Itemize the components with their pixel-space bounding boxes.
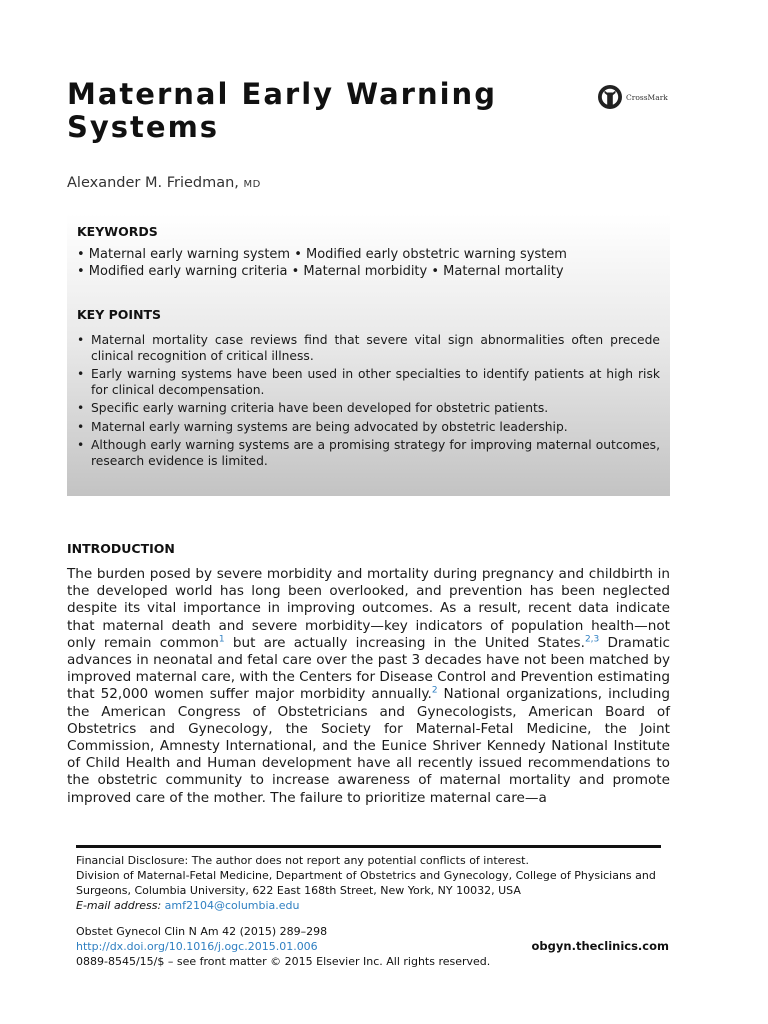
journal-citation: Obstet Gynecol Clin N Am 42 (2015) 289–298 bbox=[76, 925, 328, 938]
keywords-keypoints-box bbox=[67, 214, 670, 496]
key-point-item: • Maternal early warning systems are being advocated by obstetric leadership. bbox=[77, 420, 660, 436]
introduction-paragraph bbox=[67, 566, 670, 807]
author-degree: MD bbox=[243, 179, 261, 190]
keywords-line: • Modified early warning criteria • Maternal morbidity • Maternal mortality bbox=[77, 264, 564, 279]
intro-text-segment: The burden posed by severe morbidity and mortality during pregnancy and childbirth in the developed world has long been overlooked, and prevention has been neglected despite its vital importance in improving outcomes. As a result, recent data indicate that maternal death and severe morbidity—key indicators of population health—not only remain common bbox=[67, 566, 670, 651]
footnote-block bbox=[76, 853, 676, 913]
key-points-heading: KEY POINTS bbox=[77, 307, 162, 322]
keywords-heading: KEYWORDS bbox=[77, 224, 158, 239]
key-point-item: • Early warning systems have been used in other specialties to identify patients at high risk for clinical decompensation. bbox=[77, 367, 660, 398]
reference-link[interactable]: 2 bbox=[431, 685, 438, 696]
reference-link[interactable]: 1 bbox=[218, 634, 225, 645]
financial-disclosure: Financial Disclosure: The author does not report any potential conflicts of interest. bbox=[76, 854, 529, 867]
keywords-line: • Maternal early warning system • Modified early obstetric warning system bbox=[77, 247, 567, 262]
copyright-line: 0889-8545/15/$ – see front matter © 2015 Elsevier Inc. All rights reserved. bbox=[76, 955, 491, 968]
author-line bbox=[67, 175, 261, 191]
intro-text-segment: National organizations, including the American Congress of Obstetricians and Gynecologists, American Board of Obstetrics and Gynecology, the Society for Maternal-Fetal Medicine, the Joint Commission, Amnesty International, and the Eunice Shriver Kennedy National Institute of Child Health and Human development have all recently issued recommendations to the obstetric community to increase awareness of maternal mortality and promote improved care of the mother. The failure to prioritize maternal care—a bbox=[67, 686, 670, 806]
author-affiliation: Division of Maternal-Fetal Medicine, Department of Obstetrics and Gynecology, College of Physicians and Surgeons, Columbia University, 622 East 168th Street, New York, NY 10032, USA bbox=[76, 869, 656, 897]
intro-text-segment: but are actually increasing in the United States. bbox=[224, 634, 585, 651]
footnote-divider bbox=[76, 845, 661, 848]
key-point-item: • Although early warning systems are a promising strategy for improving maternal outcomes, research evidence is limited. bbox=[77, 438, 660, 469]
introduction-heading: INTRODUCTION bbox=[67, 541, 175, 556]
crossmark-icon bbox=[597, 84, 623, 110]
crossmark-label: CrossMark bbox=[626, 92, 668, 102]
key-point-item: • Maternal mortality case reviews find that severe vital sign abnormalities often precede clinical recognition of critical illness. bbox=[77, 333, 660, 364]
key-point-item: • Specific early warning criteria have been developed for obstetric patients. bbox=[77, 401, 660, 417]
journal-website[interactable]: obgyn.theclinics.com bbox=[531, 939, 669, 953]
author-name: Alexander M. Friedman, bbox=[67, 175, 239, 191]
keywords-list bbox=[77, 246, 660, 280]
email-link[interactable]: amf2104@columbia.edu bbox=[164, 899, 300, 912]
email-label: E-mail address: bbox=[76, 899, 162, 912]
reference-link[interactable]: 2,3 bbox=[584, 634, 600, 645]
article-title: Maternal Early Warning Systems bbox=[67, 77, 497, 144]
doi-link[interactable]: http://dx.doi.org/10.1016/j.ogc.2015.01.006 bbox=[76, 940, 318, 953]
intro-text-segment: Dramatic advances in neonatal and fetal care over the past 3 decades have not been matched by improved maternal care, with the Centers for Disease Control and Prevention estimating that 52,000 women suffer major morbidity annually. bbox=[67, 634, 670, 703]
crossmark-badge[interactable] bbox=[597, 84, 668, 110]
key-points-list bbox=[77, 333, 660, 469]
email-line bbox=[76, 898, 676, 913]
